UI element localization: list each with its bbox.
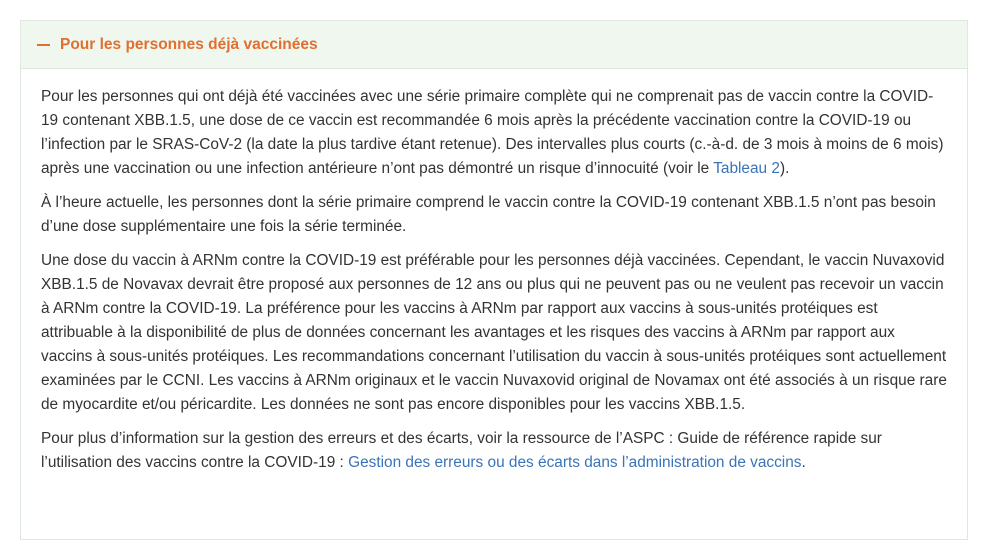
- panel-body: [21, 69, 967, 475]
- panel-title: Pour les personnes déjà vaccinées: [60, 35, 318, 53]
- paragraph-2: À l’heure actuelle, les personnes dont la série primaire comprend le vaccin contre la COVID-19 contenant XBB.1.5 n’ont pas besoin d’une dose supplémentaire une fois la série terminée.: [41, 194, 936, 235]
- paragraph-1: [41, 85, 947, 181]
- gestion-erreurs-link[interactable]: Gestion des erreurs ou des écarts dans l’administration de vaccins: [348, 454, 802, 471]
- paragraph-3: Une dose du vaccin à ARNm contre la COVID-19 est préférable pour les personnes déjà vaccinées. Cependant, le vaccin Nuvaxovid XBB.1.5 de Novavax devrait être proposé aux personnes de 12 ans ou plus qui ne peuvent pas ou ne veulent pas recevoir un vaccin à ARNm contre la COVID-19. La préférence pour les vaccins à ARNm par rapport aux vaccins à sous-unités protéiques est attribuable à la disponibilité de plus de données concernant les avantages et les risques des vaccins à ARNm par rapport aux vaccins à sous-unités protéiques. Les recommandations concernant l’utilisation du vaccin à sous-unités protéiques sont actuellement examinées par le CCNI. Les vaccins à ARNm originaux et le vaccin Nuvaxovid original de Novamax ont été associés à un risque rare de myocardite et/ou péricardite. Les données ne sont pas encore disponibles pour les vaccins XBB.1.5.: [41, 252, 947, 413]
- panel-toggle[interactable]: [21, 21, 967, 69]
- paragraph-4-end: .: [801, 454, 806, 471]
- paragraph-1-text: Pour les personnes qui ont déjà été vaccinées avec une série primaire complète qui ne comprenait pas de vaccin contre la COVID-19 contenant XBB.1.5, une dose de ce vaccin est recommandée 6 mois après la précédente vaccination contre la COVID-19 ou l’infection par le SRAS-CoV-2 (la date la plus tardive étant retenue). Des intervalles plus courts (c.-à-d. de 3 mois à moins de 6 mois) après une vaccination ou une infection antérieure n’ont pas démontré un risque d’innocuité (voir le: [41, 88, 944, 177]
- paragraph-4: [41, 427, 947, 475]
- paragraph-4-text: Pour plus d’information sur la gestion des erreurs et des écarts, voir la ressource de l’ASPC : Guide de référence rapide sur l’utilisation des vaccins contre la COVID-19 :: [41, 430, 882, 471]
- tableau-2-link[interactable]: Tableau 2: [713, 160, 780, 177]
- details-panel: [20, 20, 968, 540]
- paragraph-1-end: ).: [779, 160, 790, 177]
- minus-icon: [37, 44, 50, 46]
